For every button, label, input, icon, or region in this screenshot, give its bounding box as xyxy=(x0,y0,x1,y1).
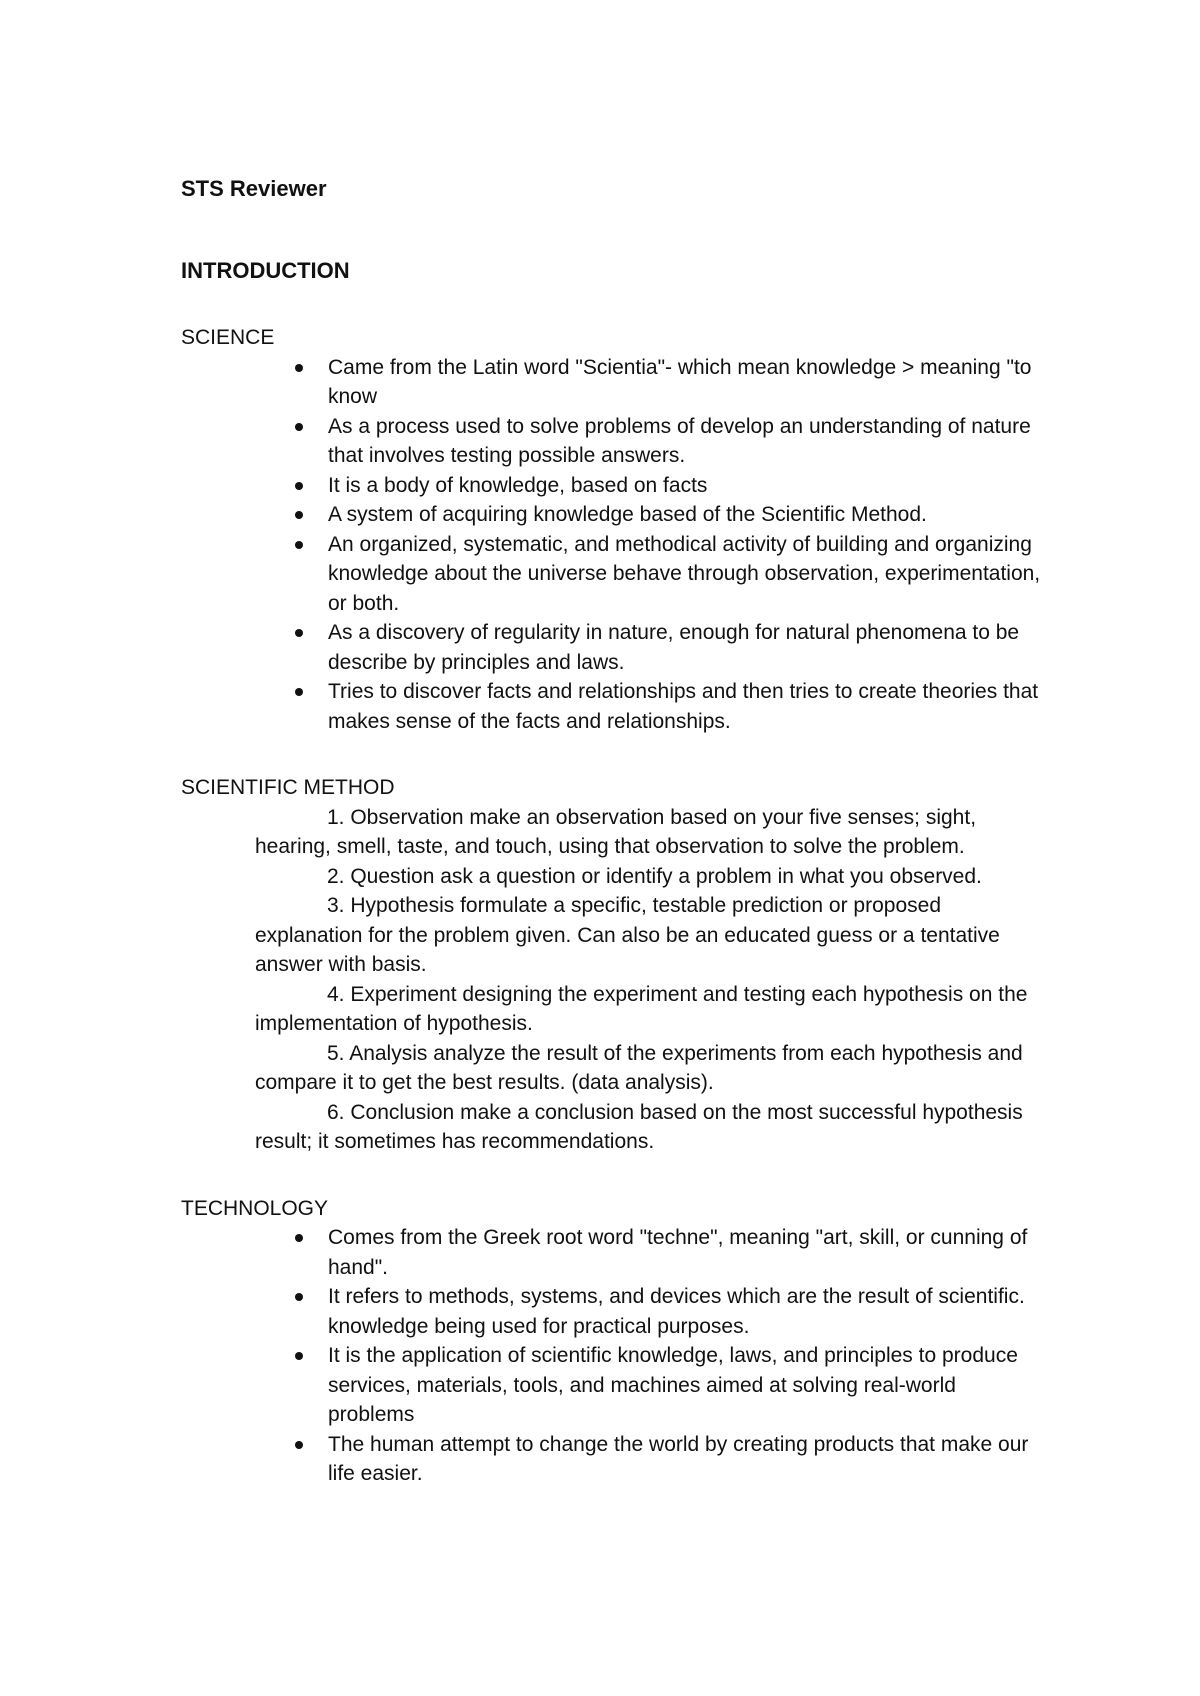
science-section xyxy=(181,323,1041,736)
document-content xyxy=(181,174,1041,1489)
science-bullet-list xyxy=(181,353,1041,737)
list-item: As a process used to solve problems of develop an understanding of nature that involves testing possible answers. xyxy=(328,412,1041,471)
list-item: Comes from the Greek root word "techne", meaning "art, skill, or cunning of hand". xyxy=(328,1223,1041,1282)
section-introduction-heading: INTRODUCTION xyxy=(181,258,350,283)
list-item: It is a body of knowledge, based on facts xyxy=(328,471,1041,501)
technology-bullet-list xyxy=(181,1223,1041,1489)
list-item: 6. Conclusion make a conclusion based on the most successful hypothesis result; it sometimes has recommendations. xyxy=(255,1100,1023,1153)
technology-section xyxy=(181,1194,1041,1489)
list-item: An organized, systematic, and methodical activity of building and organizing knowledge about the universe behave through observation, experimentation, or both. xyxy=(328,530,1041,619)
list-item: A system of acquiring knowledge based of the Scientific Method. xyxy=(328,500,1041,530)
list-item: Came from the Latin word "Scientia"- which mean knowledge > meaning "to know xyxy=(328,353,1041,412)
list-item: 4. Experiment designing the experiment and testing each hypothesis on the implementation of hypothesis. xyxy=(255,982,1028,1035)
list-item: Tries to discover facts and relationships and then tries to create theories that makes sense of the facts and relationships. xyxy=(328,677,1041,736)
list-item: 5. Analysis analyze the result of the experiments from each hypothesis and compare it to get the best results. (data analysis). xyxy=(255,1041,1023,1094)
scientific-method-heading: SCIENTIFIC METHOD xyxy=(181,776,395,799)
list-item: It is the application of scientific knowledge, laws, and principles to produce services, materials, tools, and machines aimed at solving real-world problems xyxy=(328,1341,1041,1430)
technology-heading: TECHNOLOGY xyxy=(181,1196,329,1220)
science-heading: SCIENCE xyxy=(181,326,275,349)
scientific-method-steps xyxy=(181,803,1035,1157)
list-item: The human attempt to change the world by creating products that make our life easier. xyxy=(328,1430,1041,1489)
list-item: 3. Hypothesis formulate a specific, testable prediction or proposed explanation for the problem given. Can also be an educated guess or a tentative answer with basis. xyxy=(255,894,1000,976)
list-item: 2. Question ask a question or identify a problem in what you observed. xyxy=(327,864,982,888)
list-item: As a discovery of regularity in nature, enough for natural phenomena to be describe by principles and laws. xyxy=(328,618,1041,677)
document-title: STS Reviewer xyxy=(181,176,327,201)
list-item: 1. Observation make an observation based on your five senses; sight, hearing, smell, taste, and touch, using that observation to solve the problem. xyxy=(255,805,977,858)
scientific-method-section xyxy=(181,773,1041,1157)
list-item: It refers to methods, systems, and devices which are the result of scientific. knowledge being used for practical purposes. xyxy=(328,1282,1041,1341)
